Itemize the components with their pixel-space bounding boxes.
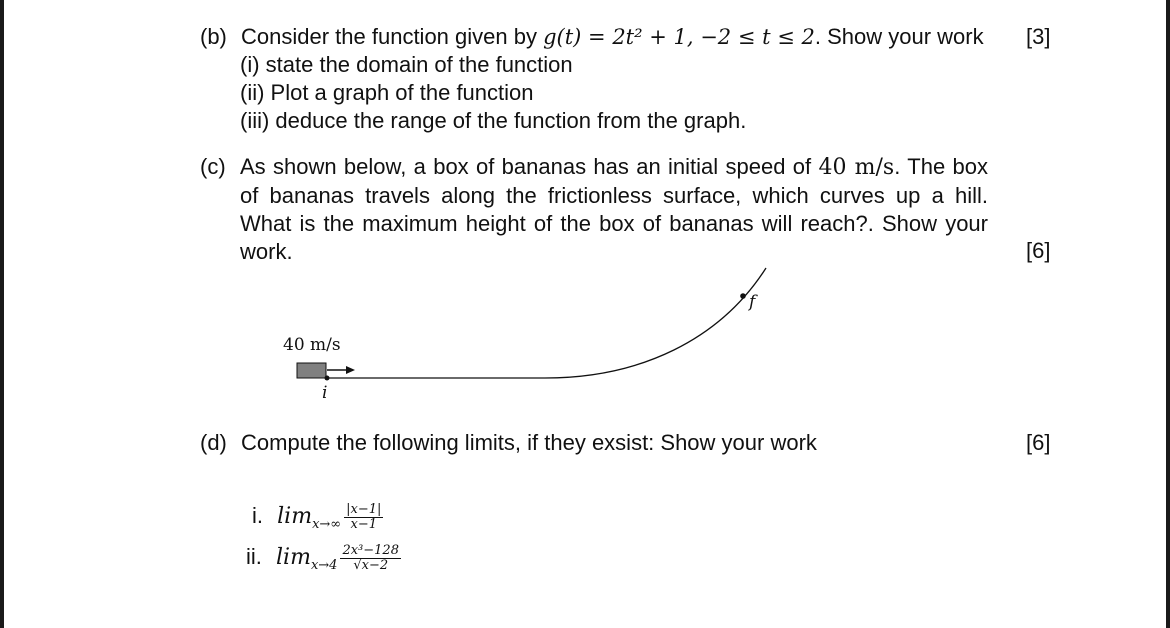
part-b-item-1: (i) state the domain of the function xyxy=(240,52,573,77)
speed-label: 40 m/s xyxy=(283,335,341,355)
part-b-label: (b) xyxy=(200,24,227,49)
part-c-text-1: As shown below, a box of bananas has an initial speed of xyxy=(240,154,812,179)
part-b-marks: [3] xyxy=(1026,24,1051,49)
point-f-dot xyxy=(740,293,746,299)
limit-item xyxy=(252,502,383,539)
part-c-marks: [6] xyxy=(1026,238,1051,263)
part-d-label: (d) xyxy=(200,430,227,455)
limit-fraction xyxy=(340,544,401,573)
part-c-label: (c) xyxy=(200,154,226,179)
part-b-tail: . Show your work xyxy=(814,24,984,49)
point-i-label: i xyxy=(322,383,328,403)
limit-lim: lim xyxy=(277,504,313,529)
track-curve xyxy=(327,268,766,378)
part-b-function: g(t) = 2t² + 1, −2 ≤ t ≤ 2 xyxy=(543,25,815,49)
limit-numerator: 2x³−128 xyxy=(342,542,399,558)
limit-subscript: x→4 xyxy=(310,558,338,573)
part-d-heading xyxy=(200,429,817,457)
part-d-text: Compute the following limits, if they exsist: Show your work xyxy=(241,430,817,455)
point-i-dot xyxy=(325,376,330,381)
part-c-speed: 40 m/s xyxy=(818,155,895,180)
velocity-arrow-head xyxy=(346,366,355,374)
limit-lim: lim xyxy=(276,545,311,570)
limit-numerator: |x−1| xyxy=(346,501,382,517)
part-c-text-2: . The box of bananas travels along the frictionless surface, which curves up a hill. What is the maximum height of the box of bananas will reach?. Show your work. xyxy=(240,154,988,264)
limit-denominator: √x−2 xyxy=(353,557,389,573)
limit-item xyxy=(246,543,401,580)
limit-number: i. xyxy=(252,503,263,528)
limit-fraction xyxy=(344,503,383,532)
part-b-item-3: (iii) deduce the range of the function from the graph. xyxy=(240,108,747,133)
part-d-marks: [6] xyxy=(1026,430,1051,455)
limit-denominator: x−1 xyxy=(350,516,377,532)
limit-number: ii. xyxy=(246,544,262,569)
part-b-intro: Consider the function given by xyxy=(241,24,537,49)
limit-subscript: x→∞ xyxy=(312,517,342,532)
part-b-item-2: (ii) Plot a graph of the function xyxy=(240,80,534,105)
point-f-label: f xyxy=(749,292,756,312)
banana-box xyxy=(297,363,326,378)
